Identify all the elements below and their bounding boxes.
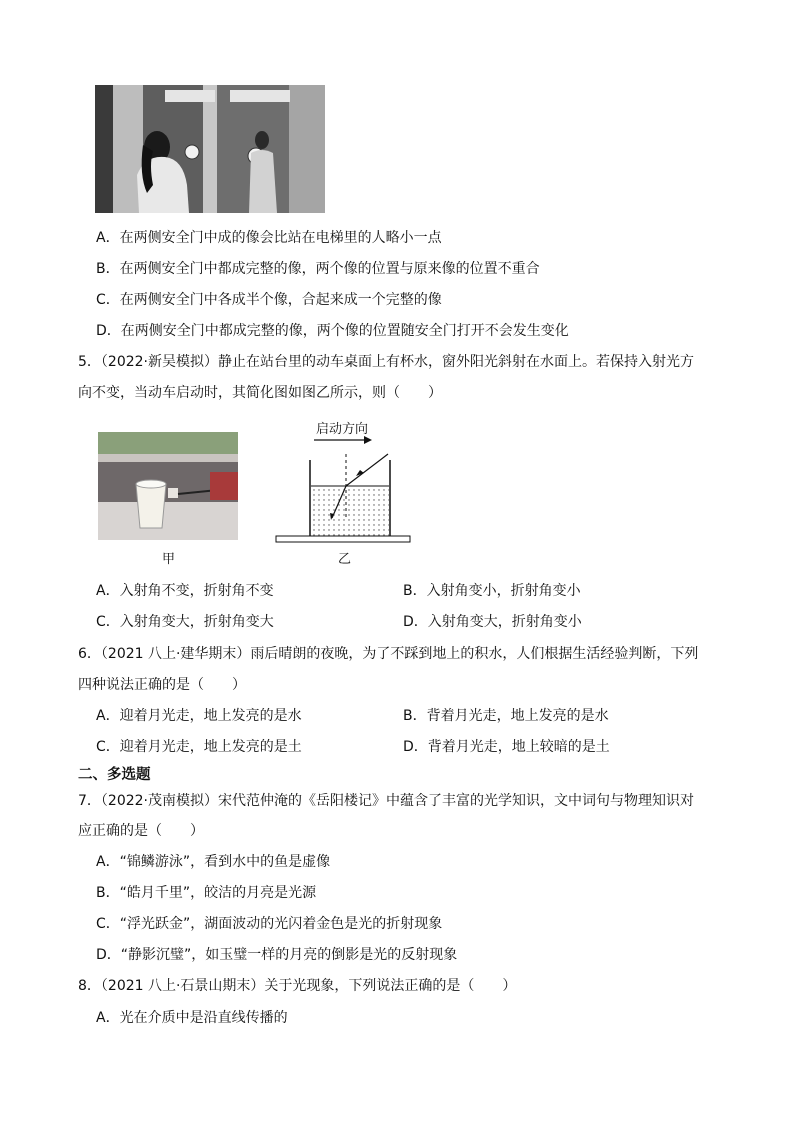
q6-option-d: D．背着月光走，地上较暗的是土 [403,739,610,755]
q7-option-b: B．“皓月千里”，皎洁的月亮是光源 [96,885,317,901]
q4-option-d: D．在两侧安全门中都成完整的像，两个像的位置随安全门打开不会发生变化 [96,323,569,339]
q7-stem-line1: 7．（2022·茂南模拟）宋代范仲淹的《岳阳楼记》中蕴含了丰富的光学知识，文中词句与物理知识对 [78,793,694,809]
figure-yi-label: 乙 [338,552,352,567]
q6-option-a: A．迎着月光走，地上发亮的是水 [96,708,302,724]
q5-option-b: B．入射角变小，折射角变小 [403,583,581,599]
q5-option-d: D．入射角变大，折射角变小 [403,614,582,630]
q7-option-c: C．“浮光跃金”，湖面波动的光闪着金色是光的折射现象 [96,916,443,932]
q5-option-a: A．入射角不变，折射角不变 [96,583,274,599]
q7-option-d: D．“静影沉璧”，如玉璧一样的月亮的倒影是光的反射现象 [96,947,458,963]
q6-stem-line2: 四种说法正确的是（ ） [78,677,246,693]
q5-stem-line2: 向不变，当动车启动时，其简化图如图乙所示，则（ ） [78,385,442,401]
section-heading-multi-choice: 二、多选题 [78,767,151,783]
q8-option-a: A．光在介质中是沿直线传播的 [96,1010,288,1026]
q8-stem-line1: 8．（2021 八上·石景山期末）关于光现象，下列说法正确的是（ ） [78,978,517,994]
q7-stem-line2: 应正确的是（ ） [78,823,204,839]
q6-option-c: C．迎着月光走，地上发亮的是土 [96,739,302,755]
q6-stem-line1: 6．（2021 八上·建华期末）雨后晴朗的夜晚，为了不踩到地上的积水，人们根据生活经验判断，下列 [78,646,699,662]
elevator-illustration [95,85,325,213]
q5-stem-line1: 5．（2022·新吴模拟）静止在站台里的动车桌面上有杯水，窗外阳光斜射在水面上。若保持入射光方 [78,354,694,370]
q5-option-c: C．入射角变大，折射角变大 [96,614,274,630]
refraction-diagram [272,418,414,548]
q4-option-c: C．在两侧安全门中各成半个像，合起来成一个完整的像 [96,292,442,308]
start-direction-label: 启动方向 [316,422,369,437]
q4-option-a: A．在两侧安全门中成的像会比站在电梯里的人略小一点 [96,230,442,246]
figure-jia-label: 甲 [162,552,176,567]
elevator-photo [95,85,325,213]
q6-option-b: B．背着月光走，地上发亮的是水 [403,708,609,724]
refraction-diagram-svg [272,418,414,548]
cup-photo [98,432,238,540]
cup-illustration [98,432,238,540]
q4-option-b: B．在两侧安全门中都成完整的像，两个像的位置与原来像的位置不重合 [96,261,540,277]
q7-option-a: A．“锦鳞游泳”，看到水中的鱼是虚像 [96,854,331,870]
